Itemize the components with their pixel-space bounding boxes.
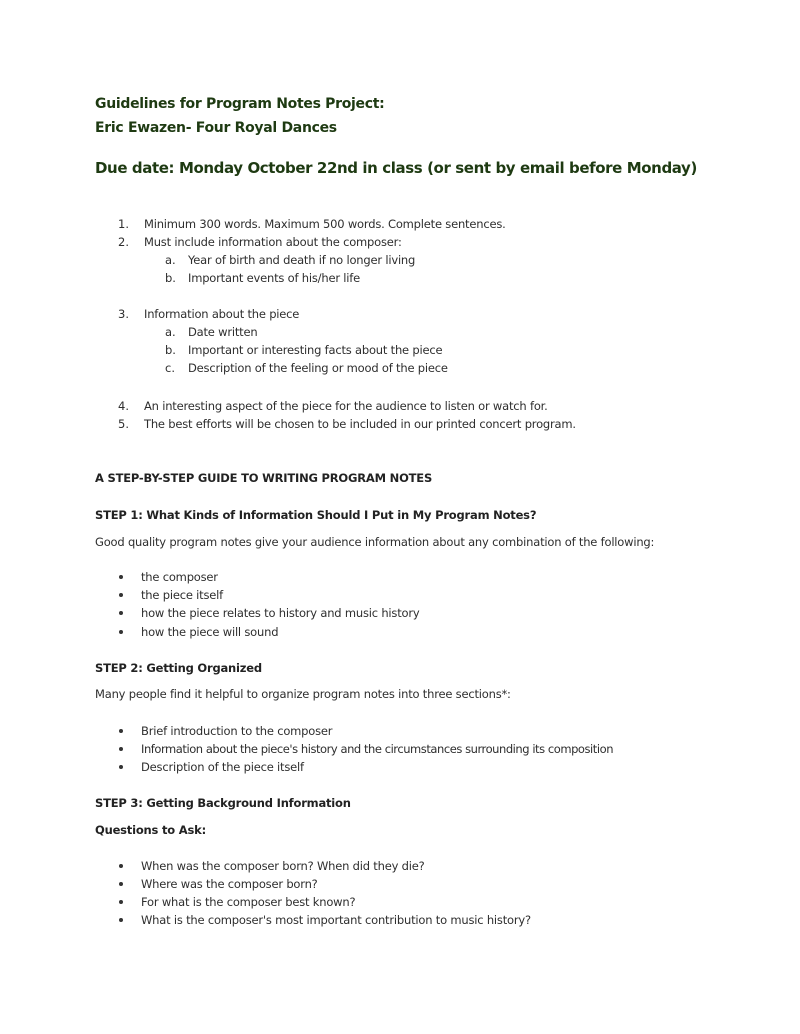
list-item: Brief introduction to the composer (141, 724, 333, 738)
bullet-icon (119, 882, 123, 886)
list-item: An interesting aspect of the piece for the audience to listen or watch for. (144, 399, 548, 413)
list-letter: b. (165, 343, 176, 357)
list-item: Where was the composer born? (141, 877, 318, 891)
list-item: Information about the piece (144, 307, 300, 321)
due-date: Due date: Monday October 22nd in class (or sent by email before Monday) (95, 159, 697, 177)
bullet-icon (119, 593, 123, 597)
list-item: the piece itself (141, 588, 223, 602)
list-item: Must include information about the composer: (144, 235, 402, 249)
list-item: Minimum 300 words. Maximum 500 words. Complete sentences. (144, 217, 506, 231)
list-number: 5. (118, 417, 129, 431)
list-item: When was the composer born? When did they die? (141, 859, 425, 873)
title-line-2: Eric Ewazen- Four Royal Dances (95, 120, 337, 136)
step2-heading: STEP 2: Getting Organized (95, 661, 262, 675)
list-number: 2. (118, 235, 129, 249)
list-item: The best efforts will be chosen to be included in our printed concert program. (144, 417, 576, 431)
sub-list-item: Important or interesting facts about the piece (188, 343, 443, 357)
bullet-icon (119, 630, 123, 634)
bullet-icon (119, 918, 123, 922)
list-item: What is the composer's most important contribution to music history? (141, 913, 531, 927)
list-item: For what is the composer best known? (141, 895, 356, 909)
bullet-icon (119, 611, 123, 615)
list-letter: b. (165, 271, 176, 285)
list-number: 4. (118, 399, 129, 413)
step3-heading: STEP 3: Getting Background Information (95, 796, 351, 810)
list-letter: c. (165, 361, 175, 375)
bullet-icon (119, 729, 123, 733)
sub-list-item: Date written (188, 325, 258, 339)
step2-intro: Many people find it helpful to organize program notes into three sections*: (95, 687, 511, 701)
sub-list-item: Year of birth and death if no longer living (188, 253, 416, 267)
bullet-icon (119, 900, 123, 904)
sub-list-item: Description of the feeling or mood of the piece (188, 361, 448, 375)
guide-heading: A STEP-BY-STEP GUIDE TO WRITING PROGRAM NOTES (95, 471, 433, 485)
step3-subheading: Questions to Ask: (95, 823, 206, 837)
list-number: 1. (118, 217, 129, 231)
sub-list-item: Important events of his/her life (188, 271, 361, 285)
list-item: the composer (141, 570, 218, 584)
list-number: 3. (118, 307, 129, 321)
list-item: Information about the piece's history and the circumstances surrounding its composition (141, 742, 614, 756)
list-letter: a. (165, 253, 176, 267)
bullet-icon (119, 765, 123, 769)
list-letter: a. (165, 325, 176, 339)
bullet-icon (119, 864, 123, 868)
list-item: Description of the piece itself (141, 760, 304, 774)
title-line-1: Guidelines for Program Notes Project: (95, 96, 385, 112)
bullet-icon (119, 747, 123, 751)
list-item: how the piece will sound (141, 625, 279, 639)
bullet-icon (119, 575, 123, 579)
step1-intro: Good quality program notes give your audience information about any combination of the following: (95, 535, 655, 549)
step1-heading: STEP 1: What Kinds of Information Should I Put in My Program Notes? (95, 508, 537, 522)
list-item: how the piece relates to history and music history (141, 606, 420, 620)
